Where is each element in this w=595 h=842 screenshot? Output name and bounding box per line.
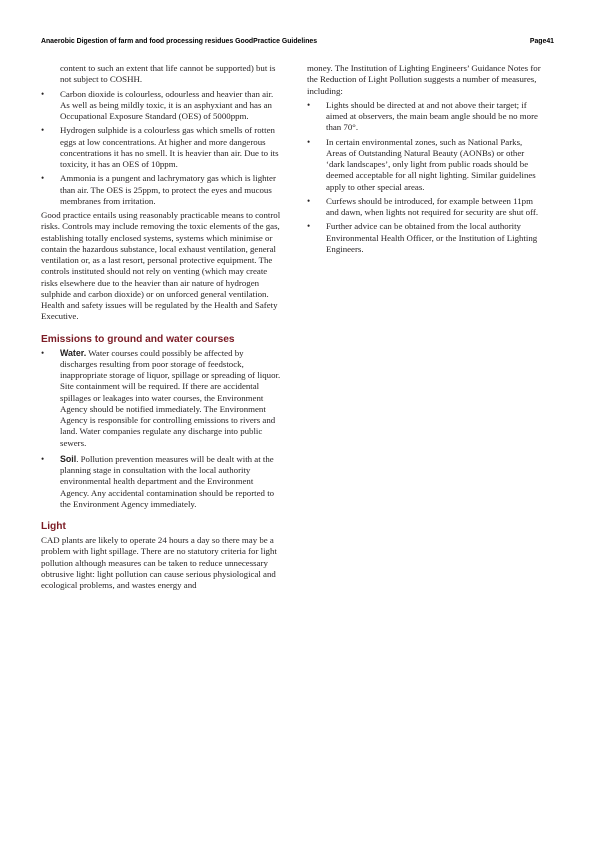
- list-item-text: Water courses could possibly be affected by discharges resulting from poor storage of feedstock, inappropriate storage of liquor, spillage or spreading of liquor. Site containment will be required. If there are accidental spillages or leakages into water courses, the Environment Agency should be notified immediately. The Environment Agency is responsible for controlling emissions to rivers and land. Water companies regulate any discharge into public sewers.: [60, 347, 281, 448]
- page-header: [41, 38, 554, 52]
- list-item-hydrogen-sulphide: [41, 125, 281, 170]
- list-item-curfews: [307, 196, 542, 219]
- section-heading-light: Light: [41, 521, 66, 532]
- bullet-icon: •: [307, 136, 311, 147]
- list-item-ammonia: [41, 173, 281, 207]
- document-title: Anaerobic Digestion of farm and food processing residues GoodPractice Guidelines: [41, 38, 318, 45]
- list-item-text: . Pollution prevention measures will be dealt with at the planning stage in consultation with the local authority environmental health department and the Environment Agency. Any accidental contamination should be reported to the Environment Agency immediately.: [60, 453, 275, 509]
- list-item-text: In certain environmental zones, such as National Parks, Areas of Outstanding Natural Beauty (AONBs) or other ‘dark landscapes’, only light from public roads should be deemed acceptable for all night lighting. Similar guidelines apply to other special areas.: [326, 136, 536, 192]
- list-item-soil: [41, 454, 281, 510]
- bullet-icon: •: [41, 173, 45, 184]
- list-item-text: Carbon dioxide is colourless, odourless and heavier than air. As well as being mildly toxic, it is an asphyxiant and has an Occupational Exposure Standard (OES) of 5000ppm.: [60, 88, 274, 121]
- bullet-icon: •: [41, 125, 45, 136]
- emissions-list: [41, 348, 281, 511]
- term-water: Water.: [60, 347, 87, 358]
- list-item-text: Lights should be directed at and not above their target; if aimed at observers, the main beam angle should be no more than 70°.: [326, 99, 538, 133]
- bullet-icon: •: [41, 453, 45, 464]
- light-measures-list: [307, 100, 542, 255]
- list-item-advice: [307, 221, 542, 255]
- gas-hazard-list: [41, 89, 281, 208]
- page-number: Page41: [529, 38, 554, 45]
- bullet-icon: •: [307, 99, 311, 110]
- good-practice-paragraph: Good practice entails using reasonably practicable means to control risks. Controls may include removing the toxic elements of the gas, establishing totally enclosed systems, systems which minimise or contain the hazardous substance, local exhaust ventilation, general ventilation or, as a last resort, personal protective equipment. The controls instituted should not rely on venting (which may create risks elsewhere due to the heavier than air nature of hydrogen sulphide and carbon dioxide) or on unforced general ventilation. Health and safety issues will be regulated by the Health and Safety Executive.: [41, 210, 281, 322]
- bullet-icon: •: [41, 88, 45, 99]
- list-item-carbon-dioxide: [41, 89, 281, 123]
- list-item-direction: [307, 100, 542, 134]
- list-item-text: Curfews should be introduced, for example between 11pm and dawn, when lights not required for security are shut off.: [326, 195, 539, 217]
- continued-bullet-text: content to such an extent that life cannot be supported) but is not subject to COSHH.: [60, 63, 276, 85]
- list-item-zones: [307, 137, 542, 193]
- light-intro-paragraph: money. The Institution of Lighting Engineers’ Guidance Notes for the Reduction of Light Pollution suggests a number of measures, including:: [307, 63, 541, 96]
- list-item-text: Hydrogen sulphide is a colourless gas which smells of rotten eggs at low concentrations. At higher and more dangerous concentrations it has no smell. It is heavier than air. Due to its toxicity, it has an OES of 10ppm.: [60, 125, 279, 169]
- list-item-water: [41, 348, 281, 449]
- bullet-icon: •: [307, 221, 311, 232]
- list-item-text: Further advice can be obtained from the local authority Environmental Health Officer, or the Institution of Lighting Engineers.: [326, 221, 538, 254]
- term-soil: Soil: [60, 453, 77, 464]
- bullet-icon: •: [307, 195, 311, 206]
- section-heading-emissions: Emissions to ground and water courses: [41, 333, 235, 345]
- list-item-text: Ammonia is a pungent and lachrymatory gas which is lighter than air. The OES is 25ppm, to protect the eyes and mucous membranes from irritation.: [60, 173, 276, 206]
- right-column: [307, 63, 542, 255]
- light-paragraph: CAD plants are likely to operate 24 hours a day so there may be a problem with light spillage. There are no statutory criteria for light pollution although measures can be taken to reduce unnecessary obtrusive light: light pollution can cause serious physiological and ecological problems, and wastes energy and: [41, 535, 277, 590]
- left-column: [41, 63, 281, 591]
- bullet-icon: •: [41, 347, 45, 358]
